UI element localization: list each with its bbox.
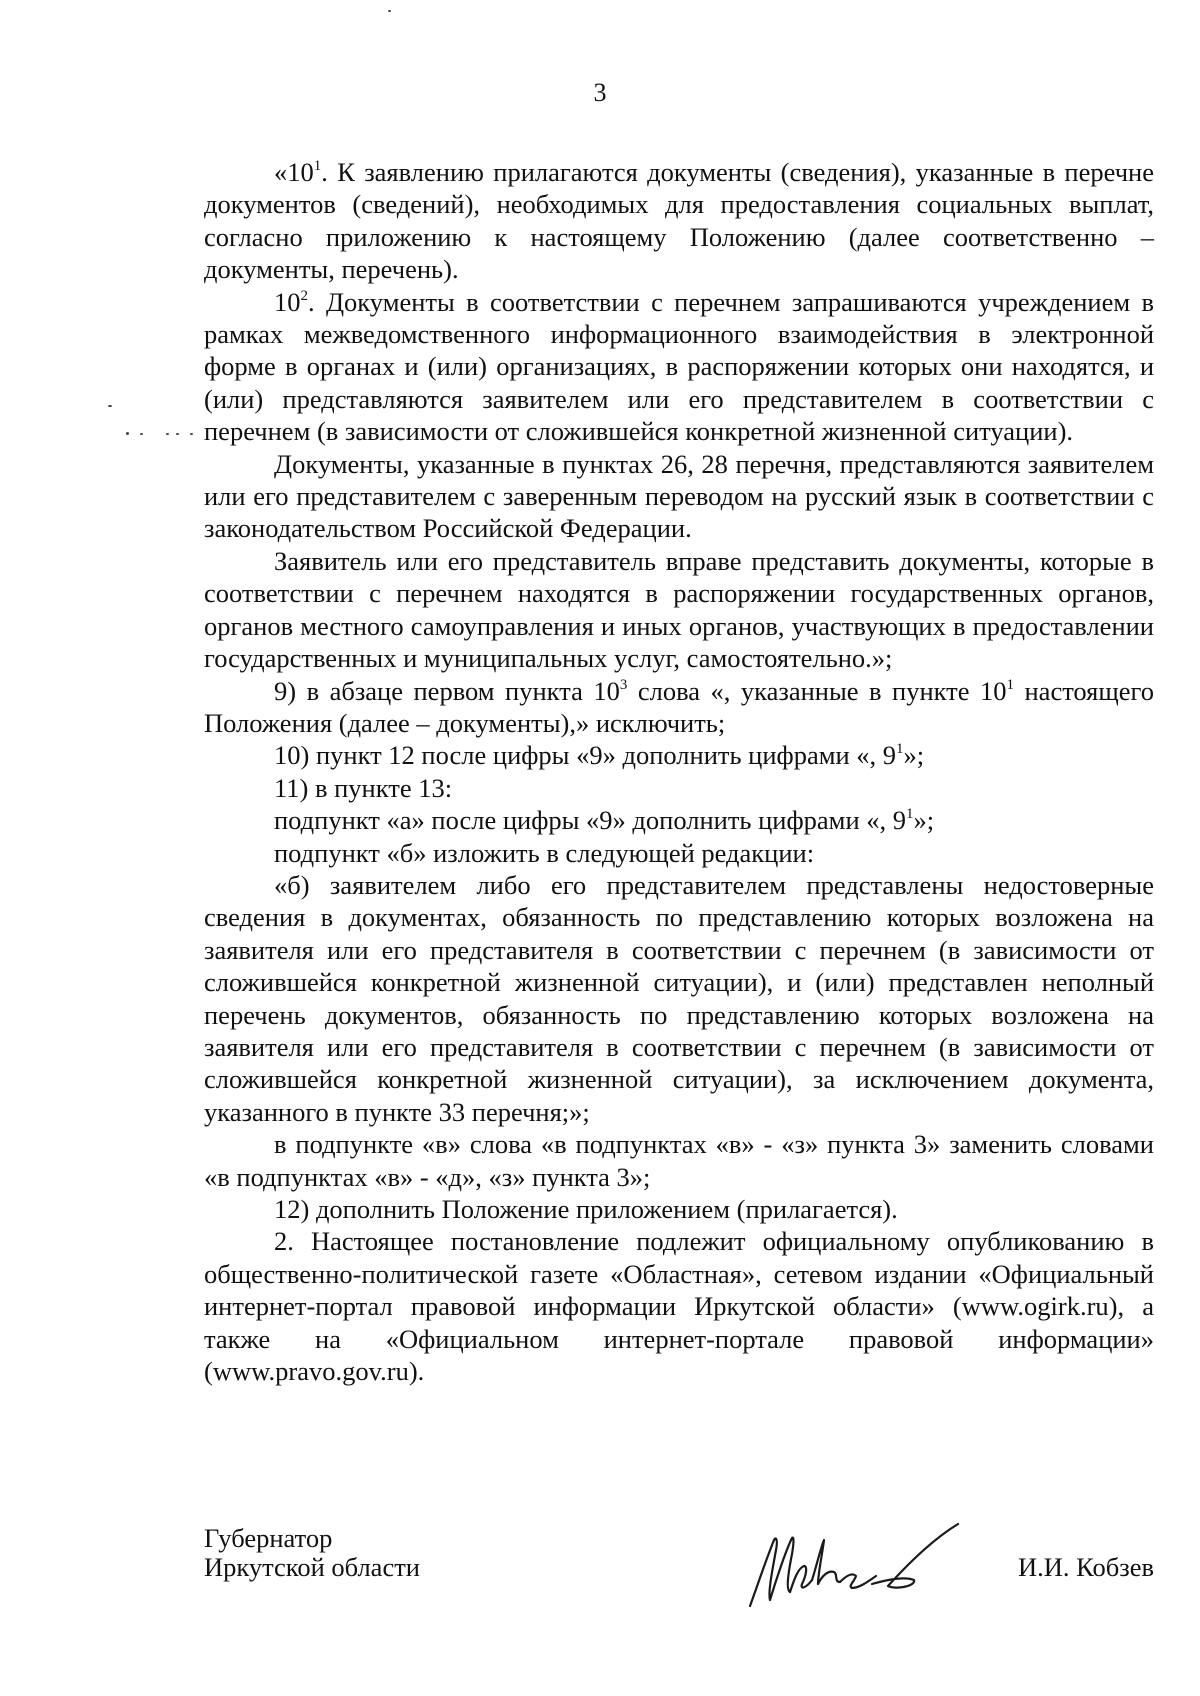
text-run: 10) пункт 12 после цифры «9» дополнить цифрами «, 9 xyxy=(274,740,897,771)
superscript: 1 xyxy=(906,806,914,823)
paragraph xyxy=(204,1225,1154,1387)
scan-speck xyxy=(126,432,129,435)
scan-speck xyxy=(388,10,391,12)
text-run: подпункт «а» после цифры «9» дополнить цифрами «, 9 xyxy=(274,805,907,836)
paragraph xyxy=(204,739,1154,771)
paragraph xyxy=(204,448,1154,545)
scan-speck xyxy=(176,433,179,435)
text-run: Заявитель или его представитель вправе представить документы, которые в соответствии с перечнем находятся в распоряжении государственных органов, органов местного самоуправления и иных органов, участвующих в предоставлении государственных и муниципальных услуг, самостоятельно.»; xyxy=(204,545,1154,674)
text-run: 2. Настоящее постановление подлежит официальному опубликованию в общественно-политической газете «Областная», сетевом издании «Официальный интернет-портал правовой информации Иркутской области» (www.ogirk.ru), а также на «Официальном интернет-портале правовой информации» (www.pravo.gov.ru). xyxy=(204,1226,1154,1387)
paragraph xyxy=(204,837,1154,869)
paragraph xyxy=(204,1128,1154,1193)
signatory-name: И.И. Кобзев xyxy=(1018,1552,1154,1582)
paragraph xyxy=(204,804,1154,836)
paragraph xyxy=(204,869,1154,1128)
superscript: 3 xyxy=(619,676,628,693)
text-run: слова «, указанные в пункте 10 xyxy=(627,675,1007,706)
paragraph xyxy=(204,545,1154,675)
paragraph xyxy=(204,1193,1154,1225)
paragraph xyxy=(204,156,1154,286)
text-run: подпункт «б» изложить в следующей редакции: xyxy=(274,837,815,868)
text-run: Документы, указанные в пунктах 26, 28 перечня, представляются заявителем или его представителем с заверенным переводом на русский язык в соответствии с законодательством Российской Федерации. xyxy=(204,448,1154,544)
scan-speck xyxy=(140,433,143,435)
paragraph xyxy=(204,286,1154,448)
text-run: в подпункте «в» слова «в подпунктах «в» - «з» пункта 3» заменить словами «в подпунктах «в» - «д», «з» пункта 3»; xyxy=(204,1129,1154,1192)
text-run: . К заявлению прилагаются документы (сведения), указанные в перечне документов (сведений), необходимых для предоставления социальных выплат, согласно приложению к настоящему Положению (далее соответственно – документы, перечень). xyxy=(204,157,1154,285)
page-number: 3 xyxy=(593,78,607,107)
text-run: «б) заявителем либо его представителем представлены недостоверные сведения в документах, обязанность по представлению которых возложена на заявителя или его представителя в соответствии с перечнем (в зависимости от сложившейся конкретной жизненной ситуации), и (или) представлен неполный перечень документов, обязанность по представлению которых возложена на заявителя или его представителя в соответствии с перечнем (в зависимости от сложившейся конкретной жизненной ситуации), за исключением документа, указанного в пункте 33 перечня;»; xyxy=(204,869,1154,1127)
scan-speck xyxy=(190,433,193,435)
scan-speck xyxy=(108,405,112,407)
text-run: настоящего Положения (далее – документы),» исключить; xyxy=(204,675,1154,738)
paragraph xyxy=(204,675,1154,740)
text-run: 11) в пункте 13: xyxy=(274,772,453,803)
signatory-position xyxy=(204,1524,420,1582)
document-body xyxy=(204,156,1154,1387)
superscript: 1 xyxy=(1006,676,1014,693)
paragraph xyxy=(204,772,1154,804)
signatory-position-line2: Иркутской области xyxy=(204,1552,420,1582)
signatory-position-line1: Губернатор xyxy=(204,1523,333,1553)
superscript: 1 xyxy=(313,158,322,174)
handwritten-signature-icon xyxy=(736,1510,966,1620)
superscript: 2 xyxy=(300,287,308,304)
text-run: . Документы в соответствии с перечнем запрашиваются учреждением в рамках межведомственного информационного взаимодействия в электронной форме в органах и (или) организациях, в распоряжении которых они находятся, и (или) представляются заявителем или его представителем в соответствии с перечнем (в зависимости от сложившейся конкретной жизненной ситуации). xyxy=(204,286,1154,447)
text-run: 9) в абзаце первом пункта 10 xyxy=(274,675,620,706)
superscript: 1 xyxy=(896,741,904,758)
scan-speck xyxy=(166,433,169,435)
text-run: »; xyxy=(913,805,935,836)
text-run: 10 xyxy=(274,286,301,317)
text-run: »; xyxy=(903,740,925,771)
text-run: «10 xyxy=(274,157,314,187)
text-run: 12) дополнить Положение приложением (прилагается). xyxy=(274,1194,898,1224)
